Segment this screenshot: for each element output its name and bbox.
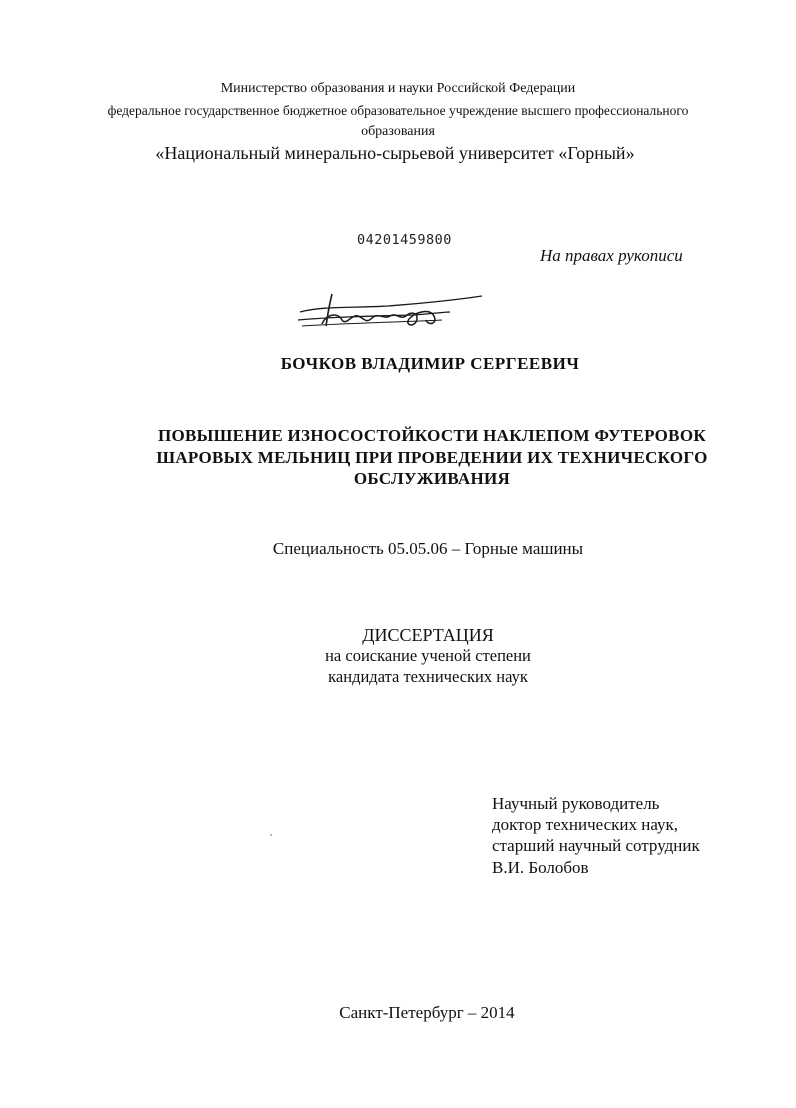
scan-speck <box>270 834 272 836</box>
dissertation-degree-line-2: кандидата технических наук <box>328 667 528 686</box>
specialty: Специальность 05.05.06 – Горные машины <box>272 539 584 558</box>
institution-line-2: образования <box>361 124 435 139</box>
rights-note: На правах рукописи <box>540 246 683 265</box>
university-name: «Национальный минерально-сырьевой университет «Горный» <box>155 143 635 163</box>
thesis-title-line-3: ОБСЛУЖИВАНИЯ <box>353 469 511 488</box>
author-name: БОЧКОВ ВЛАДИМИР СЕРГЕЕВИЧ <box>280 354 580 373</box>
city-year: Санкт-Петербург – 2014 <box>339 1003 515 1022</box>
thesis-title-line-2: ШАРОВЫХ МЕЛЬНИЦ ПРИ ПРОВЕДЕНИИ ИХ ТЕХНИЧЕСКОГО <box>156 448 708 467</box>
signature-icon <box>292 290 484 332</box>
supervisor-role: Научный руководитель <box>492 794 660 813</box>
supervisor-position: старший научный сотрудник <box>492 836 700 855</box>
ministry-line: Министерство образования и науки Российской Федерации <box>220 81 576 96</box>
thesis-title-line-1: ПОВЫШЕНИЕ ИЗНОСОСТОЙКОСТИ НАКЛЕПОМ ФУТЕРОВОК <box>158 426 706 445</box>
supervisor-degree: доктор технических наук, <box>492 815 679 834</box>
document-id: 04201459800 <box>357 232 452 248</box>
supervisor-name: В.И. Болобов <box>492 858 589 877</box>
institution-line-1: федеральное государственное бюджетное образовательное учреждение высшего профессионального <box>107 103 689 118</box>
dissertation-heading: ДИССЕРТАЦИЯ <box>362 625 494 645</box>
dissertation-degree-line-1: на соискание ученой степени <box>325 646 531 665</box>
